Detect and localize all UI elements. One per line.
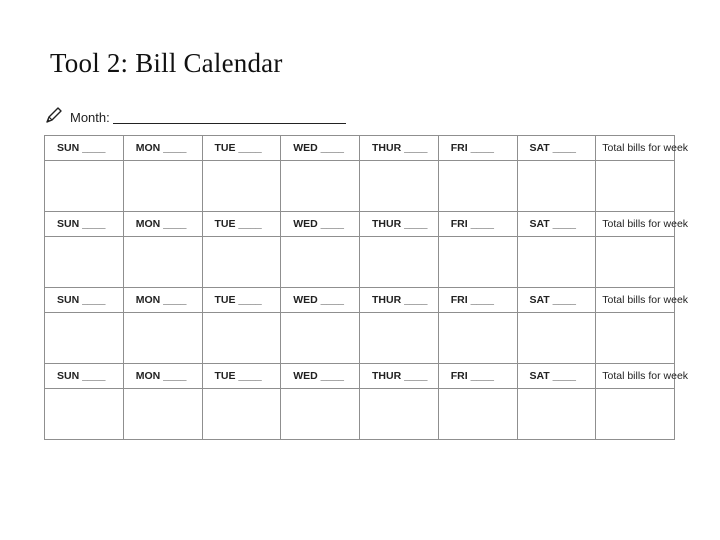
day-cell[interactable] bbox=[517, 237, 596, 288]
day-header-sun: SUN ____ bbox=[45, 136, 124, 161]
week-entry-row bbox=[45, 389, 675, 440]
page-title: Tool 2: Bill Calendar bbox=[50, 48, 283, 78]
week-total-cell[interactable] bbox=[596, 237, 675, 288]
day-header-sat: SAT ____ bbox=[517, 136, 596, 161]
bill-calendar-table bbox=[44, 135, 689, 440]
day-cell[interactable] bbox=[281, 389, 360, 440]
day-cell[interactable] bbox=[438, 313, 517, 364]
day-cell[interactable] bbox=[517, 313, 596, 364]
day-header-sat: SAT ____ bbox=[517, 288, 596, 313]
day-header-thur: THUR ____ bbox=[360, 212, 439, 237]
day-cell[interactable] bbox=[281, 161, 360, 212]
week-header-row bbox=[45, 288, 675, 313]
day-header-wed: WED ____ bbox=[281, 212, 360, 237]
day-cell[interactable] bbox=[517, 161, 596, 212]
day-header-thur: THUR ____ bbox=[360, 136, 439, 161]
day-header-fri: FRI ____ bbox=[438, 136, 517, 161]
day-cell[interactable] bbox=[45, 237, 124, 288]
week-header-row bbox=[45, 136, 675, 161]
week-entry-row bbox=[45, 237, 675, 288]
day-cell[interactable] bbox=[202, 389, 281, 440]
day-header-sun: SUN ____ bbox=[45, 288, 124, 313]
day-header-fri: FRI ____ bbox=[438, 212, 517, 237]
day-cell[interactable] bbox=[438, 161, 517, 212]
day-header-fri: FRI ____ bbox=[438, 364, 517, 389]
day-cell[interactable] bbox=[360, 389, 439, 440]
day-header-mon: MON ____ bbox=[123, 212, 202, 237]
day-header-sat: SAT ____ bbox=[517, 364, 596, 389]
day-header-tue: TUE ____ bbox=[202, 136, 281, 161]
day-header-wed: WED ____ bbox=[281, 288, 360, 313]
month-blank-line[interactable] bbox=[113, 109, 346, 124]
week-total-header: Total bills for week bbox=[596, 288, 675, 313]
day-cell[interactable] bbox=[123, 313, 202, 364]
day-header-sun: SUN ____ bbox=[45, 212, 124, 237]
day-cell[interactable] bbox=[202, 161, 281, 212]
day-header-fri: FRI ____ bbox=[438, 288, 517, 313]
day-cell[interactable] bbox=[45, 313, 124, 364]
week-total-header: Total bills for week bbox=[596, 364, 675, 389]
day-header-wed: WED ____ bbox=[281, 136, 360, 161]
day-cell[interactable] bbox=[202, 313, 281, 364]
day-header-mon: MON ____ bbox=[123, 364, 202, 389]
day-cell[interactable] bbox=[123, 161, 202, 212]
week-header-row bbox=[45, 212, 675, 237]
week-entry-row bbox=[45, 313, 675, 364]
month-label: Month: bbox=[70, 110, 110, 125]
pencil-icon bbox=[44, 105, 64, 125]
day-header-tue: TUE ____ bbox=[202, 288, 281, 313]
day-cell[interactable] bbox=[123, 389, 202, 440]
day-cell[interactable] bbox=[281, 313, 360, 364]
day-cell[interactable] bbox=[45, 161, 124, 212]
day-header-wed: WED ____ bbox=[281, 364, 360, 389]
week-total-cell[interactable] bbox=[596, 313, 675, 364]
week-entry-row bbox=[45, 161, 675, 212]
day-cell[interactable] bbox=[123, 237, 202, 288]
week-total-cell[interactable] bbox=[596, 389, 675, 440]
day-header-sun: SUN ____ bbox=[45, 364, 124, 389]
week-header-row bbox=[45, 364, 675, 389]
day-header-thur: THUR ____ bbox=[360, 364, 439, 389]
day-header-mon: MON ____ bbox=[123, 288, 202, 313]
day-cell[interactable] bbox=[438, 389, 517, 440]
day-header-sat: SAT ____ bbox=[517, 212, 596, 237]
month-field bbox=[44, 104, 364, 126]
day-cell[interactable] bbox=[438, 237, 517, 288]
day-cell[interactable] bbox=[45, 389, 124, 440]
day-header-tue: TUE ____ bbox=[202, 364, 281, 389]
day-header-mon: MON ____ bbox=[123, 136, 202, 161]
week-total-cell[interactable] bbox=[596, 161, 675, 212]
week-total-header: Total bills for week bbox=[596, 212, 675, 237]
day-cell[interactable] bbox=[360, 161, 439, 212]
day-cell[interactable] bbox=[517, 389, 596, 440]
day-header-tue: TUE ____ bbox=[202, 212, 281, 237]
day-cell[interactable] bbox=[281, 237, 360, 288]
day-cell[interactable] bbox=[202, 237, 281, 288]
week-total-header: Total bills for week bbox=[596, 136, 675, 161]
day-header-thur: THUR ____ bbox=[360, 288, 439, 313]
day-cell[interactable] bbox=[360, 313, 439, 364]
day-cell[interactable] bbox=[360, 237, 439, 288]
